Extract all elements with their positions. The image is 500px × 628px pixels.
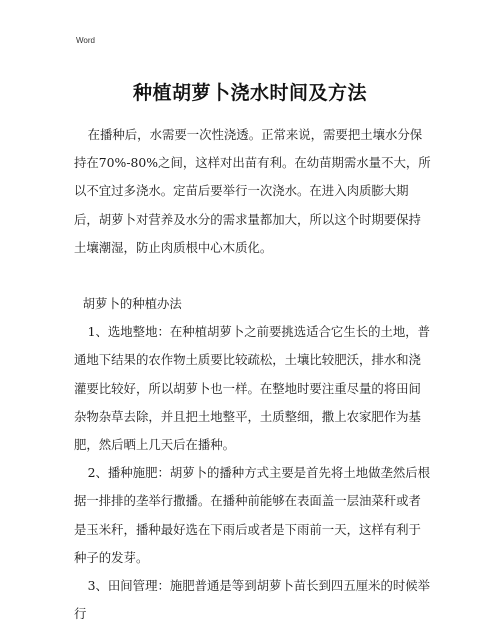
document-title: 种植胡萝卜浇水时间及方法 [132,82,367,104]
section-heading: 胡萝卜的种植办法 [82,296,182,312]
list-item-field-management: 3、田间管理：施肥普通是等到胡萝卜苗长到四五厘米的时候举行 [74,578,431,622]
paragraph-spacer [74,262,432,290]
intro-paragraph: 在播种后，水需要一次性浇透。正常来说，需要把土壤水分保持在70%-80%之间，这样对出苗有利。在幼苗期需水量不大，所以不宜过多浇水。定苗后要举行一次浇水。在进入肉质膨大期后，胡萝卜对营养及水分的需求量都加大，所以这个时期要保持土壤潮湿，防止肉质根中心木质化。 [74,127,431,255]
list-item-sowing: 2、播种施肥：胡萝卜的播种方式主要是首先将土地做垄然后根据一排排的垄举行撒播。在播种前能够在表面盖一层油菜秆或者是玉米秆，播种最好选在下雨后或者是下雨前一天，这样有利于种子的发芽。 [74,465,431,565]
header-label: Word [76,36,95,45]
document-body [74,121,432,628]
list-item-select-land: 1、选地整地：在种植胡萝卜之前要挑选适合它生长的土地，普通地下结果的农作物土质要比较疏松，土壤比较肥沃，排水和浇灌要比较好，所以胡萝卜也一样。在整地时要注重尽量的将田间杂物杂草去除，并且把土地整平，土质整细，撒上农家肥作为基肥，然后晒上几天后在播种。 [74,324,431,453]
